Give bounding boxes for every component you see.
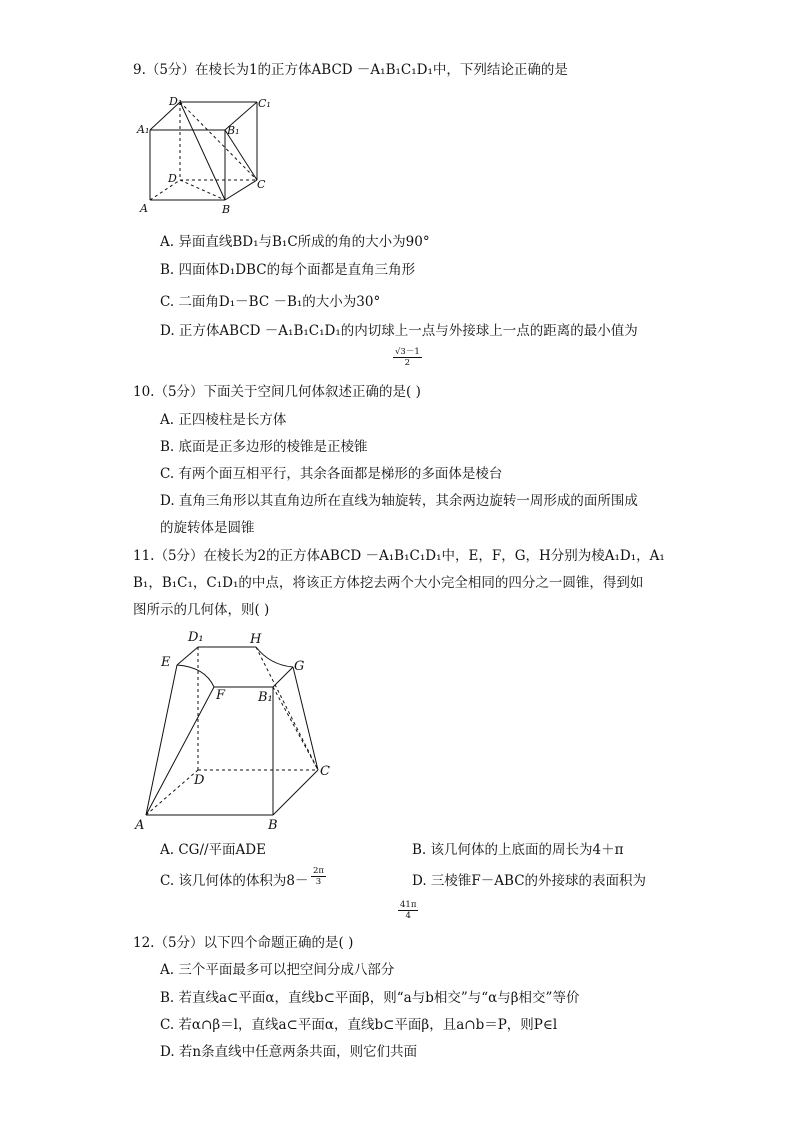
q10-option-d: D. 直角三角形以其直角边所在直线为轴旋转，其余两边旋转一周形成的面所围成	[160, 493, 638, 509]
fraction-denominator: 3	[315, 877, 322, 887]
q9-label-a1: A₁	[137, 123, 150, 136]
q9-cube-figure	[135, 90, 275, 215]
q11-label-f: F	[216, 688, 226, 703]
q12-option-a: A. 三个平面最多可以把空间分成八部分	[160, 962, 395, 978]
q10-stem: 10.（5分）下面关于空间几何体叙述正确的是( )	[133, 384, 421, 400]
q9-label-a: A	[140, 202, 148, 215]
q12-option-c: C. 若α∩β＝l，直线a⊂平面α，直线b⊂平面β，且a∩b＝P，则P∈l	[160, 1017, 558, 1033]
q11-label-e: E	[161, 655, 171, 670]
q11-label-h: H	[250, 632, 262, 647]
q11-label-g: G	[294, 659, 305, 674]
q9-label-b1: B₁	[227, 124, 240, 137]
q11-option-b: B. 该几何体的上底面的周长为4＋π	[412, 842, 624, 858]
q9-option-a: A. 异面直线BD₁与B₁C所成的角的大小为90°	[160, 234, 430, 250]
q9-label-b: B	[222, 203, 231, 215]
q11-stem-line2: B₁，B₁C₁，C₁D₁的中点，将该正方体挖去两个大小完全相同的四分之一圆锥，得到如	[133, 575, 644, 591]
q11-label-d1: D₁	[188, 630, 204, 645]
q11-option-a: A. CG//平面ADE	[160, 842, 266, 858]
q11-label-a: A	[135, 818, 145, 833]
q10-option-c: C. 有两个面互相平行，其余各面都是梯形的多面体是棱台	[160, 466, 503, 482]
q10-option-a: A. 正四棱柱是长方体	[160, 412, 287, 428]
q11-option-c-fraction	[311, 866, 326, 887]
q9-label-d1: D₁	[169, 95, 183, 108]
q9-label-c: C	[257, 178, 266, 191]
q11-label-b1: B₁	[258, 690, 273, 705]
q11-option-c: C. 该几何体的体积为8－	[160, 873, 309, 889]
q12-option-b: B. 若直线a⊂平面α，直线b⊂平面β，则“a与b相交”与“α与β相交”等价	[160, 990, 580, 1006]
q11-option-d-fraction	[398, 900, 418, 921]
fraction-denominator: 2	[404, 358, 411, 368]
q11-label-c: C	[320, 764, 330, 779]
q12-stem: 12.（5分）以下四个命题正确的是( )	[133, 935, 354, 951]
q11-solid-figure	[130, 625, 340, 835]
q9-label-d: D	[168, 172, 177, 185]
q11-label-d: D	[194, 773, 205, 788]
fraction-numerator: 41π	[400, 900, 417, 910]
q9-stem: 9.（5分）在棱长为1的正方体ABCD －A₁B₁C₁D₁中，下列结论正确的是	[133, 62, 568, 78]
q11-label-b: B	[268, 818, 278, 833]
q10-option-b: B. 底面是正多边形的棱锥是正棱锥	[160, 439, 368, 455]
q9-option-d: D. 正方体ABCD －A₁B₁C₁D₁的内切球上一点与外接球上一点的距离的最小值为	[160, 323, 638, 339]
q9-label-c1: C₁	[258, 97, 271, 110]
fraction-denominator: 4	[405, 911, 411, 921]
q12-option-d: D. 若n条直线中任意两条共面，则它们共面	[160, 1044, 418, 1060]
q9-option-d-fraction	[393, 347, 422, 368]
q11-option-d: D. 三棱锥F－ABC的外接球的表面积为	[412, 873, 647, 889]
q11-stem-line3: 图所示的几何体，则( )	[133, 602, 270, 618]
fraction-numerator: 2π	[313, 866, 324, 876]
q9-option-b: B. 四面体D₁DBC的每个面都是直角三角形	[160, 262, 416, 278]
q10-option-d-cont: 的旋转体是圆锥	[160, 520, 255, 536]
q9-option-c: C. 二面角D₁－BC －B₁的大小为30°	[160, 294, 381, 310]
q11-stem-line1: 11.（5分）在棱长为2的正方体ABCD －A₁B₁C₁D₁中，E，F，G，H分别为棱A₁D₁，A₁	[133, 548, 665, 564]
fraction-numerator: √3－1	[395, 347, 420, 357]
